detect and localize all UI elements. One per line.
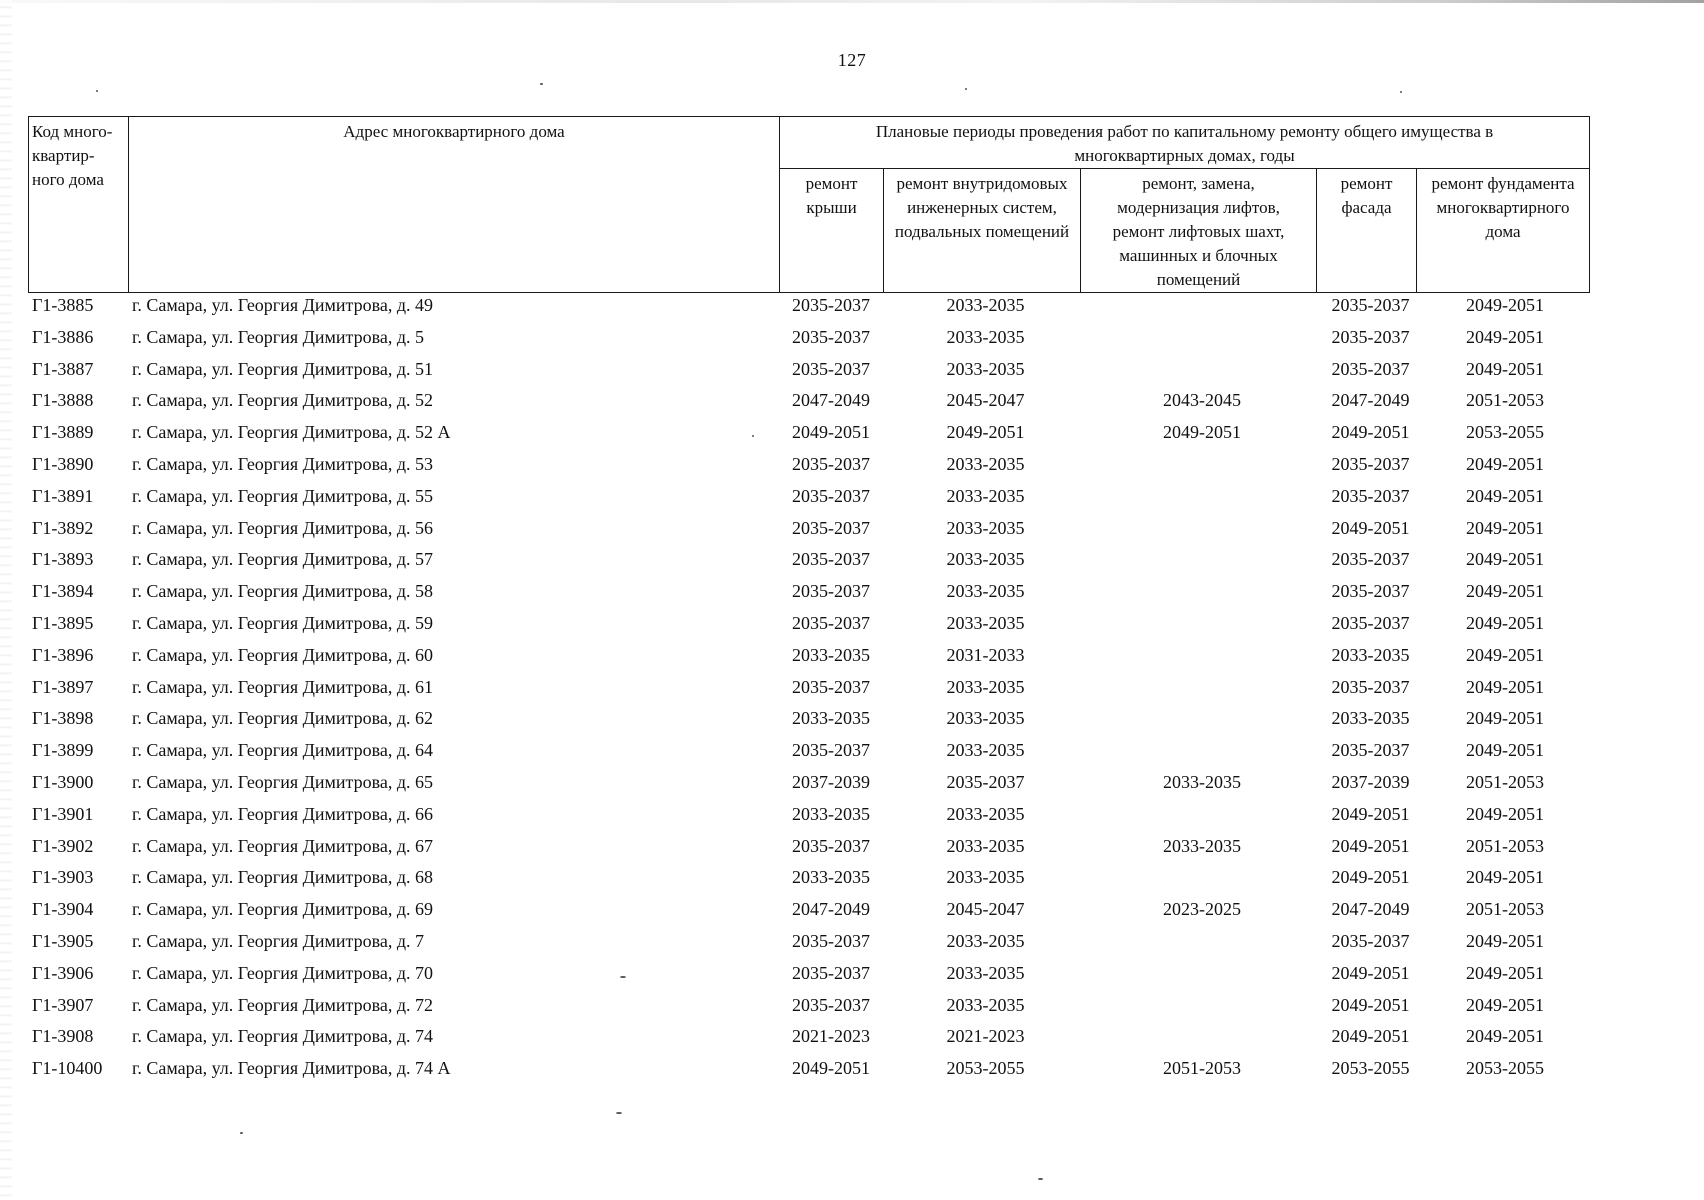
header-code: Код много-квартир-ного дома xyxy=(29,117,129,293)
cell-address: г. Самара, ул. Георгия Димитрова, д. 66 xyxy=(132,803,434,824)
cell-address: г. Самара, ул. Георгия Димитрова, д. 65 xyxy=(132,771,434,792)
cell-engineering: 2033-2035 xyxy=(946,803,1025,824)
cell-roof: 2035-2037 xyxy=(792,994,870,1015)
cell-foundation: 2049-2051 xyxy=(1466,676,1544,697)
cell-facade: 2047-2049 xyxy=(1331,899,1410,920)
cell-code: Г1-3886 xyxy=(32,326,94,347)
cell-facade: 2049-2051 xyxy=(1331,803,1410,824)
table-row xyxy=(28,419,1589,451)
cell-address: г. Самара, ул. Георгия Димитрова, д. 64 xyxy=(132,740,434,761)
cell-facade: 2053-2055 xyxy=(1331,1058,1410,1079)
table-row xyxy=(28,324,1589,356)
cell-facade: 2035-2037 xyxy=(1331,549,1410,570)
table-row xyxy=(28,356,1589,388)
cell-foundation: 2049-2051 xyxy=(1466,962,1544,983)
cell-code: Г1-3904 xyxy=(32,899,94,920)
cell-engineering: 2033-2035 xyxy=(946,485,1025,506)
cell-roof: 2035-2037 xyxy=(792,326,870,347)
cell-lifts: 2023-2025 xyxy=(1163,899,1241,920)
cell-address: г. Самара, ул. Георгия Димитрова, д. 74 А xyxy=(132,1058,451,1079)
scan-speck xyxy=(240,1132,243,1134)
table-row xyxy=(28,801,1589,833)
cell-foundation: 2049-2051 xyxy=(1466,612,1544,633)
table-row xyxy=(28,992,1589,1024)
cell-facade: 2035-2037 xyxy=(1331,485,1410,506)
cell-engineering: 2033-2035 xyxy=(946,930,1025,951)
cell-roof: 2035-2037 xyxy=(792,740,870,761)
cell-facade: 2049-2051 xyxy=(1331,1026,1410,1047)
scan-speck xyxy=(752,435,754,437)
cell-roof: 2035-2037 xyxy=(792,358,870,379)
cell-roof: 2035-2037 xyxy=(792,962,870,983)
cell-facade: 2035-2037 xyxy=(1331,581,1410,602)
cell-code: Г1-3888 xyxy=(32,390,94,411)
cell-engineering: 2033-2035 xyxy=(946,867,1025,888)
cell-code: Г1-3905 xyxy=(32,930,94,951)
cell-engineering: 2045-2047 xyxy=(946,899,1025,920)
table-row xyxy=(28,610,1589,642)
cell-address: г. Самара, ул. Георгия Димитрова, д. 59 xyxy=(132,612,434,633)
cell-address: г. Самара, ул. Георгия Димитрова, д. 52 xyxy=(132,390,434,411)
cell-code: Г1-3887 xyxy=(32,358,94,379)
cell-roof: 2047-2049 xyxy=(792,899,870,920)
cell-facade: 2049-2051 xyxy=(1331,867,1410,888)
cell-facade: 2037-2039 xyxy=(1331,771,1410,792)
cell-foundation: 2053-2055 xyxy=(1466,1058,1544,1079)
scan-speck xyxy=(616,1112,622,1114)
cell-code: Г1-10400 xyxy=(32,1058,103,1079)
cell-roof: 2035-2037 xyxy=(792,453,870,474)
cell-code: Г1-3906 xyxy=(32,962,94,983)
table-row xyxy=(28,705,1589,737)
cell-code: Г1-3901 xyxy=(32,803,94,824)
cell-code: Г1-3894 xyxy=(32,581,94,602)
cell-engineering: 2033-2035 xyxy=(946,517,1025,538)
cell-code: Г1-3907 xyxy=(32,994,94,1015)
cell-code: Г1-3889 xyxy=(32,422,94,443)
cell-address: г. Самара, ул. Георгия Димитрова, д. 67 xyxy=(132,835,434,856)
cell-address: г. Самара, ул. Георгия Димитрова, д. 53 xyxy=(132,453,434,474)
cell-roof: 2049-2051 xyxy=(792,1058,870,1079)
cell-foundation: 2051-2053 xyxy=(1466,835,1544,856)
cell-roof: 2035-2037 xyxy=(792,295,870,315)
scan-speck xyxy=(1400,91,1402,93)
cell-foundation: 2049-2051 xyxy=(1466,549,1544,570)
cell-engineering: 2033-2035 xyxy=(946,453,1025,474)
table-row xyxy=(28,1055,1589,1087)
cell-code: Г1-3897 xyxy=(32,676,94,697)
cell-foundation: 2049-2051 xyxy=(1466,1026,1544,1047)
table-row xyxy=(28,864,1589,896)
table-row xyxy=(28,960,1589,992)
table-row xyxy=(28,292,1589,324)
scan-speck xyxy=(540,83,543,85)
cell-engineering: 2033-2035 xyxy=(946,676,1025,697)
cell-foundation: 2051-2053 xyxy=(1466,899,1544,920)
cell-facade: 2035-2037 xyxy=(1331,676,1410,697)
cell-address: г. Самара, ул. Георгия Димитрова, д. 70 xyxy=(132,962,434,983)
cell-roof: 2035-2037 xyxy=(792,517,870,538)
cell-address: г. Самара, ул. Георгия Димитрова, д. 60 xyxy=(132,644,434,665)
cell-lifts: 2033-2035 xyxy=(1163,835,1241,856)
table-row xyxy=(28,769,1589,801)
cell-engineering: 2033-2035 xyxy=(946,994,1025,1015)
cell-engineering: 2035-2037 xyxy=(946,771,1025,792)
cell-facade: 2035-2037 xyxy=(1331,930,1410,951)
table-header xyxy=(28,116,1590,293)
cell-lifts: 2043-2045 xyxy=(1163,390,1241,411)
header-address: Адрес многоквартирного дома xyxy=(129,117,780,293)
table-row xyxy=(28,515,1589,547)
cell-address: г. Самара, ул. Георгия Димитрова, д. 69 xyxy=(132,899,434,920)
cell-engineering: 2033-2035 xyxy=(946,326,1025,347)
scan-speck xyxy=(620,976,626,978)
cell-address: г. Самара, ул. Георгия Димитрова, д. 7 xyxy=(132,930,425,951)
cell-foundation: 2049-2051 xyxy=(1466,485,1544,506)
cell-code: Г1-3899 xyxy=(32,740,94,761)
table-row xyxy=(28,451,1589,483)
header-roof: ремонт крыши xyxy=(780,169,884,293)
cell-engineering: 2033-2035 xyxy=(946,962,1025,983)
table-row xyxy=(28,833,1589,865)
cell-engineering: 2049-2051 xyxy=(946,422,1025,443)
cell-code: Г1-3898 xyxy=(32,708,94,729)
cell-foundation: 2049-2051 xyxy=(1466,517,1544,538)
cell-address: г. Самара, ул. Георгия Димитрова, д. 61 xyxy=(132,676,434,697)
cell-engineering: 2033-2035 xyxy=(946,708,1025,729)
cell-address: г. Самара, ул. Георгия Димитрова, д. 5 xyxy=(132,326,425,347)
cell-lifts: 2051-2053 xyxy=(1163,1058,1241,1079)
cell-facade: 2033-2035 xyxy=(1331,708,1410,729)
cell-code: Г1-3893 xyxy=(32,549,94,570)
cell-address: г. Самара, ул. Георгия Димитрова, д. 56 xyxy=(132,517,434,538)
cell-code: Г1-3885 xyxy=(32,295,94,315)
cell-lifts: 2033-2035 xyxy=(1163,771,1241,792)
cell-address: г. Самара, ул. Георгия Димитрова, д. 62 xyxy=(132,708,434,729)
cell-facade: 2049-2051 xyxy=(1331,994,1410,1015)
cell-foundation: 2049-2051 xyxy=(1466,803,1544,824)
cell-facade: 2035-2037 xyxy=(1331,740,1410,761)
cell-facade: 2047-2049 xyxy=(1331,390,1410,411)
cell-foundation: 2049-2051 xyxy=(1466,708,1544,729)
cell-facade: 2049-2051 xyxy=(1331,422,1410,443)
cell-engineering: 2021-2023 xyxy=(946,1026,1025,1047)
cell-facade: 2035-2037 xyxy=(1331,295,1410,315)
page-number: 127 xyxy=(837,50,867,70)
cell-address: г. Самара, ул. Георгия Димитрова, д. 72 xyxy=(132,994,434,1015)
cell-code: Г1-3908 xyxy=(32,1026,94,1047)
scan-left-edge xyxy=(0,0,12,1200)
cell-engineering: 2031-2033 xyxy=(946,644,1025,665)
cell-code: Г1-3903 xyxy=(32,867,94,888)
cell-roof: 2035-2037 xyxy=(792,581,870,602)
cell-foundation: 2049-2051 xyxy=(1466,581,1544,602)
cell-address: г. Самара, ул. Георгия Димитрова, д. 51 xyxy=(132,358,434,379)
cell-facade: 2049-2051 xyxy=(1331,962,1410,983)
cell-code: Г1-3891 xyxy=(32,485,94,506)
table-row xyxy=(28,896,1589,928)
cell-roof: 2037-2039 xyxy=(792,771,870,792)
cell-foundation: 2049-2051 xyxy=(1466,358,1544,379)
cell-foundation: 2049-2051 xyxy=(1466,867,1544,888)
cell-address: г. Самара, ул. Георгия Димитрова, д. 74 xyxy=(132,1026,434,1047)
cell-code: Г1-3895 xyxy=(32,612,94,633)
cell-foundation: 2049-2051 xyxy=(1466,930,1544,951)
cell-foundation: 2049-2051 xyxy=(1466,994,1544,1015)
table-row xyxy=(28,483,1589,515)
cell-engineering: 2033-2035 xyxy=(946,835,1025,856)
table-row xyxy=(28,674,1589,706)
cell-facade: 2035-2037 xyxy=(1331,612,1410,633)
table-body xyxy=(28,292,1589,1087)
header-periods-group: Плановые периоды проведения работ по капитальному ремонту общего имущества в многоквартирных домах, годы xyxy=(780,117,1590,169)
cell-engineering: 2053-2055 xyxy=(946,1058,1025,1079)
cell-roof: 2035-2037 xyxy=(792,485,870,506)
table-row xyxy=(28,1023,1589,1055)
cell-roof: 2033-2035 xyxy=(792,708,870,729)
cell-foundation: 2049-2051 xyxy=(1466,453,1544,474)
cell-lifts: 2049-2051 xyxy=(1163,422,1241,443)
cell-foundation: 2049-2051 xyxy=(1466,295,1544,315)
cell-roof: 2033-2035 xyxy=(792,644,870,665)
cell-engineering: 2033-2035 xyxy=(946,740,1025,761)
table-row xyxy=(28,737,1589,769)
cell-facade: 2049-2051 xyxy=(1331,835,1410,856)
scan-top-edge xyxy=(0,0,1704,3)
header-engineering: ремонт внутридомовых инженерных систем, подвальных помещений xyxy=(884,169,1081,293)
cell-code: Г1-3896 xyxy=(32,644,94,665)
cell-address: г. Самара, ул. Георгия Димитрова, д. 49 xyxy=(132,295,434,315)
cell-roof: 2035-2037 xyxy=(792,676,870,697)
cell-roof: 2021-2023 xyxy=(792,1026,870,1047)
cell-foundation: 2051-2053 xyxy=(1466,390,1544,411)
header-facade: ремонт фасада xyxy=(1317,169,1417,293)
cell-code: Г1-3900 xyxy=(32,771,94,792)
table-row xyxy=(28,387,1589,419)
cell-address: г. Самара, ул. Георгия Димитрова, д. 55 xyxy=(132,485,434,506)
cell-engineering: 2033-2035 xyxy=(946,612,1025,633)
table-row xyxy=(28,578,1589,610)
cell-roof: 2047-2049 xyxy=(792,390,870,411)
cell-code: Г1-3892 xyxy=(32,517,94,538)
header-grid xyxy=(28,116,1590,293)
cell-facade: 2049-2051 xyxy=(1331,517,1410,538)
cell-roof: 2035-2037 xyxy=(792,930,870,951)
scan-speck xyxy=(1038,1178,1043,1180)
cell-engineering: 2045-2047 xyxy=(946,390,1025,411)
cell-roof: 2035-2037 xyxy=(792,612,870,633)
cell-foundation: 2051-2053 xyxy=(1466,771,1544,792)
cell-roof: 2049-2051 xyxy=(792,422,870,443)
cell-foundation: 2049-2051 xyxy=(1466,644,1544,665)
header-foundation: ремонт фундамента многоквартирного дома xyxy=(1417,169,1590,293)
cell-address: г. Самара, ул. Георгия Димитрова, д. 58 xyxy=(132,581,434,602)
cell-foundation: 2049-2051 xyxy=(1466,326,1544,347)
cell-code: Г1-3902 xyxy=(32,835,94,856)
cell-facade: 2035-2037 xyxy=(1331,326,1410,347)
table-row xyxy=(28,642,1589,674)
cell-roof: 2033-2035 xyxy=(792,803,870,824)
cell-facade: 2035-2037 xyxy=(1331,358,1410,379)
scan-speck xyxy=(96,90,98,92)
cell-foundation: 2049-2051 xyxy=(1466,740,1544,761)
cell-roof: 2033-2035 xyxy=(792,867,870,888)
cell-facade: 2035-2037 xyxy=(1331,453,1410,474)
cell-address: г. Самара, ул. Георгия Димитрова, д. 52 А xyxy=(132,422,451,443)
table-row xyxy=(28,928,1589,960)
header-lifts: ремонт, замена, модернизация лифтов, ремонт лифтовых шахт, машинных и блочных помещений xyxy=(1081,169,1317,293)
cell-address: г. Самара, ул. Георгия Димитрова, д. 57 xyxy=(132,549,434,570)
table-row xyxy=(28,546,1589,578)
cell-engineering: 2033-2035 xyxy=(946,581,1025,602)
cell-foundation: 2053-2055 xyxy=(1466,422,1544,443)
cell-engineering: 2033-2035 xyxy=(946,549,1025,570)
scan-speck xyxy=(965,88,967,90)
cell-address: г. Самара, ул. Георгия Димитрова, д. 68 xyxy=(132,867,434,888)
cell-code: Г1-3890 xyxy=(32,453,94,474)
cell-engineering: 2033-2035 xyxy=(946,358,1025,379)
cell-roof: 2035-2037 xyxy=(792,549,870,570)
cell-facade: 2033-2035 xyxy=(1331,644,1410,665)
cell-roof: 2035-2037 xyxy=(792,835,870,856)
cell-engineering: 2033-2035 xyxy=(946,295,1025,315)
